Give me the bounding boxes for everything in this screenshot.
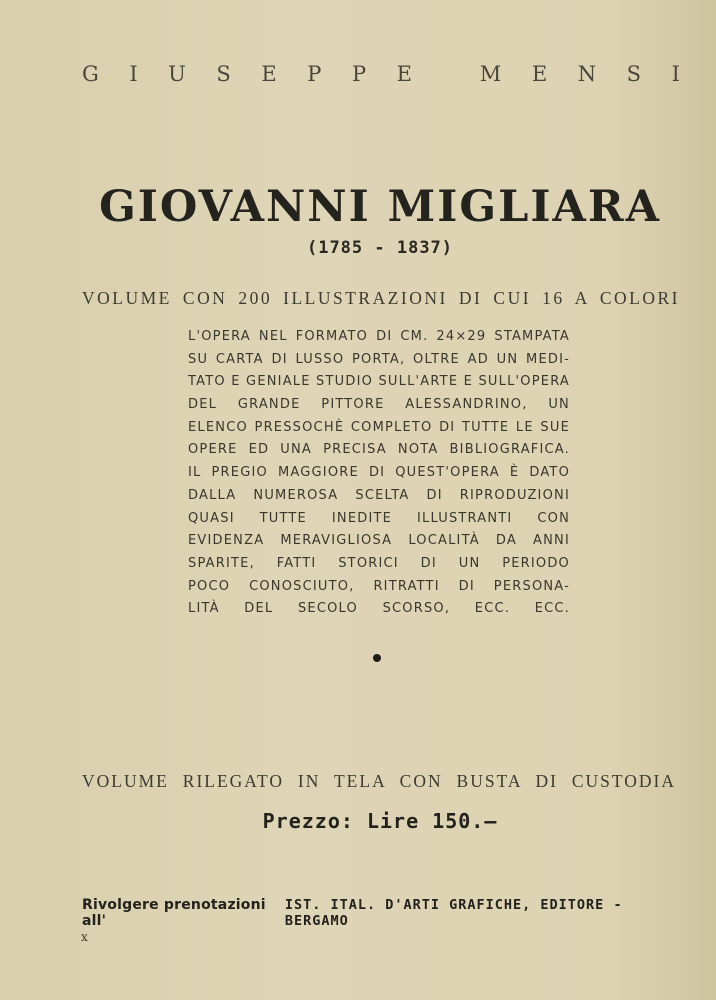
description-line: DALLA NUMEROSA SCELTA DI RIPRODUZIONI (188, 487, 570, 503)
description-line: SPARITE, FATTI STORICI DI UN PERIODO (188, 555, 570, 571)
publisher-name: IST. ITAL. D'ARTI GRAFICHE, EDITORE - BERGAMO (284, 897, 623, 929)
description-line: IL PREGIO MAGGIORE DI QUEST'OPERA È DATO (188, 465, 570, 481)
description-line: EVIDENZA MERAVIGLIOSA LOCALITÀ DA ANNI (188, 533, 570, 549)
author-letter: I (129, 62, 138, 86)
description-line: QUASI TUTTE INEDITE ILLUSTRANTI CON (188, 510, 570, 526)
description-line: ELENCO PRESSOCHÈ COMPLETO DI TUTTE LE SUE (188, 419, 570, 435)
author-letter: S (626, 62, 642, 86)
description-paragraph (188, 326, 570, 621)
description-line: DEL GRANDE PITTORE ALESSANDRINO, UN (188, 397, 570, 413)
description-line: SU CARTA DI LUSSO PORTA, OLTRE AD UN MEDI- (188, 351, 570, 367)
author-letter: I (671, 62, 680, 86)
price: Prezzo: Lire 150.— (262, 809, 498, 833)
publisher-line (82, 897, 676, 929)
author-name (82, 62, 680, 86)
page-number: x (81, 930, 88, 944)
author-letter: S (216, 62, 231, 86)
author-letter: E (531, 62, 548, 86)
author-letter: P (351, 62, 367, 86)
description-line: L'OPERA NEL FORMATO DI CM. 24×29 STAMPATA (188, 329, 570, 344)
description-line: OPERE ED UNA PRECISA NOTA BIBLIOGRAFICA. (188, 442, 570, 458)
author-letter: E (261, 62, 277, 86)
binding-note: VOLUME RILEGATO IN TELA CON BUSTA DI CUSTODIA (82, 771, 676, 791)
author-letter: U (168, 62, 186, 86)
book-title: GIOVANNI MIGLIARA (99, 182, 661, 232)
volume-subtitle: VOLUME CON 200 ILLUSTRAZIONI DI CUI 16 A COLORI (82, 288, 680, 308)
life-dates: (1785 - 1837) (306, 238, 454, 258)
author-word-gap (443, 62, 450, 86)
author-letter: P (307, 62, 322, 86)
author-letter: N (577, 62, 597, 86)
author-letter: M (479, 62, 502, 86)
description-line: TATO E GENIALE STUDIO SULL'ARTE E SULL'OPERA (188, 374, 570, 390)
description-line: LITÀ DEL SECOLO SCORSO, ECC. ECC. (188, 601, 570, 617)
publisher-prefix: Rivolgere prenotazioni all' (82, 897, 266, 929)
description-line: POCO CONOSCIUTO, RITRATTI DI PERSONA- (188, 578, 570, 594)
bullet-separator-icon (373, 654, 381, 662)
author-letter: E (396, 62, 412, 86)
author-letter: G (82, 62, 99, 86)
